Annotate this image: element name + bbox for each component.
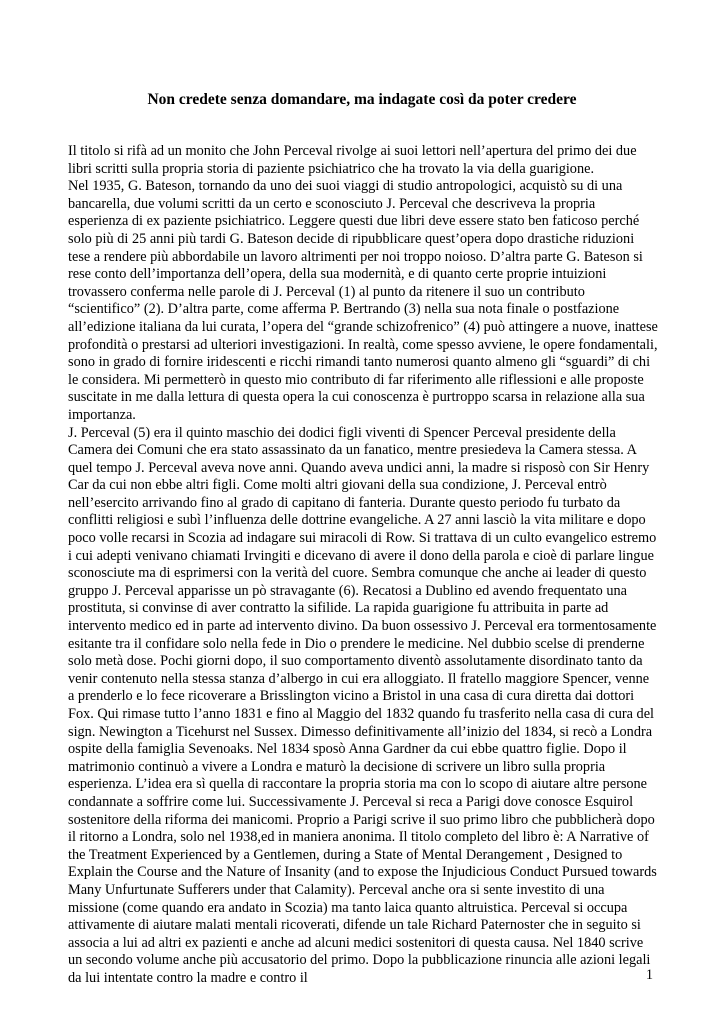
paragraph: J. Perceval (5) era il quinto maschio dei dodici figli viventi di Spencer Perceval presidente della Camera dei Comuni che era stato assassinato da un fanatico, mentre presiedeva la Camera stessa. A quel tempo J. Perceval aveva nove anni. Quando aveva undici anni, la madre si risposò con Sir Henry Car da cui non ebbe altri figli. Come molti altri giovani della sua condizione, J. Perceval entrò nell’esercito arrivando fino al grado di capitano di fanteria. Durante questo periodo fu turbato da conflitti religiosi e subì l’influenza delle dottrine evangeliche. A 27 anni lasciò la vita militare e dopo poco volle recarsi in Scozia ad indagare sui miracoli di Row. Si trattava di un culto evangelico estremo i cui adepti venivano chiamati Irvingiti e dicevano di avere il dono della parola e cioè di parlare lingue sconosciute ma di esprimersi con la verità del cuore. Sembra comunque che anche ai leader di questo gruppo J. Perceval apparisse un pò stravagante (6). Recatosi a Dublino ed avendo frequentato una prostituta, si convinse di aver contratto la sifilide. La rapida guarigione fu attribuita in parte ad intervento medico ed in parte ad intervento divino. Da buon ossessivo J. Perceval era tormentosamente esitante tra il confidare solo nella fede in Dio o prendere le medicine. Nel dubbio scelse di prenderne solo metà dose. Pochi giorni dopo, il suo comportamento diventò assolutamente disordinato tanto da venir contenuto nella stessa stanza d’albergo in cui era alloggiato. Il fratello maggiore Spencer, venne a prenderlo e lo fece ricoverare a Brisslington vicino a Bristol in una casa di cura diretta dai dottori Fox. Qui rimase tutto l’anno 1831 e fino al Maggio del 1832 quando fu trasferito nella casa di cura del sign. Newington a Ticehurst nel Sussex. Dimesso definitivamente all’inizio del 1834, si recò a Londra ospite della famiglia Sevenoaks. Nel 1834 sposò Anna Gardner da cui ebbe quattro figlie. Dopo il matrimonio continuò a vivere a Londra e maturò la decisione di scrivere un libro sulla propria esperienza. L’idea era sì quella di raccontare la propria storia ma con lo scopo di aiutare altre persone condannate a soffrire come lui. Successivamente J. Perceval si reca a Parigi dove conosce Esquirol sostenitore della riforma dei manicomi. Proprio a Parigi scrive il suo primo libro che pubblicherà dopo il ritorno a Londra, solo nel 1938,ed in maniera anonima. Il titolo completo del libro è: A Narrative of the Treatment Experienced by a Gentlemen, during a State of Mental Derangement , Designed to Explain the Course and the Nature of Insanity (and to expose the Injudicious Conduct Pursued towards Many Unfurtunate Sufferers under that Calamity). Perceval anche ora si sente investito di una missione (come quando era andato in Scozia) ma tanto laica quanto altruistica. Perceval si occupa attivamente di aiutare malati mentali ricoverati, difende un tale Richard Paternoster che in seguito si associa a lui ad altri ex pazienti e anche ad alcuni medici sostenitori di questa causa. Nel 1840 scrive un secondo volume anche più accusatorio del primo. Dopo la pubblicazione rinuncia alle azioni legali da lui intentate contro la madre e contro il — [68, 424, 657, 986]
document-body — [68, 143, 658, 988]
paragraph: Il titolo si rifà ad un monito che John Perceval rivolge ai suoi lettori nell’apertura del primo dei due libri scritti sulla propria storia di paziente psichiatrico che ha trovato la via della guarigione. — [68, 143, 637, 177]
paragraph: Nel 1935, G. Bateson, tornando da uno dei suoi viaggi di studio antropologici, acquistò su di una bancarella, due volumi scritti da un certo e sconosciuto J. Perceval che descriveva la propria esperienza di ex paziente psichiatrico. Leggere questi due libri deve essere stato ben faticoso perché solo più di 25 anni più tardi G. Bateson decide di ripubblicare quest’opera dopo drastiche riduzioni tese a rendere più abbordabile un lavoro altrimenti per noi troppo noioso. D’altra parte G. Bateson si rese conto dell’importanza dell’opera, della sua modernità, e di quanto certe proprie intuizioni trovassero conferma nelle parole di J. Perceval (1) al punto da ritenere il suo un contributo “scientifico” (2). D’altra parte, come afferma P. Bertrando (3) nella sua nota finale o postfazione all’edizione italiana da lui curata, l’opera del “grande schizofrenico” (4) può attingere a nuove, inattese profondità o prestarsi ad ulteriori investigazioni. In realtà, come spesso avviene, le opere fondamentali, sono in grado di fornire iridescenti e ricchi rimandi tanto numerosi quanto almeno gli “sguardi” di chi le considera. Mi permetterò in questo mio contributo di far riferimento alle riflessioni e alle proposte suscitate in me dalla lettura di questa opera la cui conoscenza è purtroppo scarsa in relazione alla sua importanza. — [68, 178, 658, 423]
document-title: Non credete senza domandare, ma indagate così da poter credere — [147, 91, 577, 108]
page-number: 1 — [645, 967, 653, 983]
